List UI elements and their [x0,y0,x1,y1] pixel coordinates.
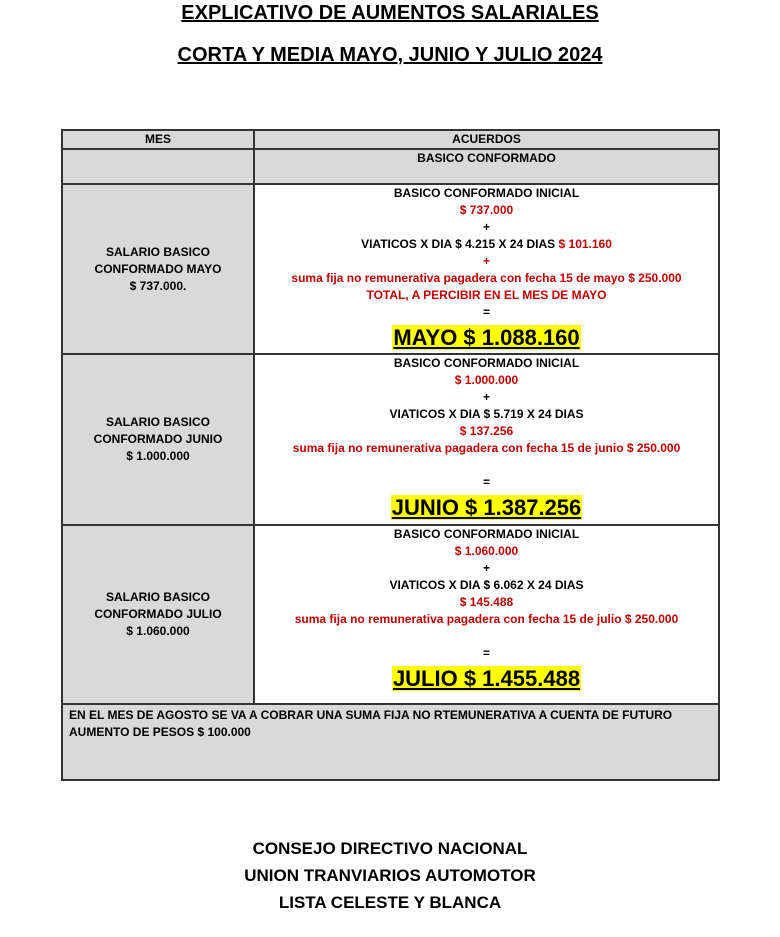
equals-sign: = [482,475,490,489]
mes-amount: $ 1.060.000 [126,624,190,638]
total-julio [255,664,718,694]
total-value: JUNIO $ 1.387.256 [391,495,582,520]
viaticos-line [255,236,718,253]
footer-note [62,704,719,780]
equals-sign: = [482,646,490,660]
header-acuerdos: ACUERDOS [254,130,719,149]
acuerdos-cell-julio [254,525,719,704]
mes-line: SALARIO BASICO [105,590,210,604]
suma-fija: suma fija no remunerativa pagadera con fecha 15 de junio $ 250.000 [292,441,681,455]
table-row [62,184,719,354]
mes-cell-junio [62,354,254,525]
signature-line: LISTA CELESTE Y BLANCA [278,893,502,912]
spacer [255,457,718,474]
signature-line: CONSEJO DIRECTIVO NACIONAL [252,839,528,858]
viaticos-label: VIATICOS X DIA $ 5.719 X 24 DIAS [389,407,584,421]
basico-label: BASICO CONFORMADO INICIAL [393,527,580,541]
suma-fija: suma fija no remunerativa pagadera con fecha 15 de julio $ 250.000 [294,612,679,626]
acuerdos-cell-junio [254,354,719,525]
total-mayo [255,323,718,353]
basico-value: $ 1.060.000 [454,544,519,558]
signature-line: UNION TRANVIARIOS AUTOMOTOR [244,866,536,885]
subheader-basico: BASICO CONFORMADO [254,149,719,184]
basico-label: BASICO CONFORMADO INICIAL [393,356,580,370]
basico-value: $ 1.000.000 [454,373,519,387]
mes-line: SALARIO BASICO [105,415,210,429]
plus-sign: + [482,220,490,234]
mes-amount: $ 737.000. [129,278,187,293]
viaticos-value: $ 101.160 [558,237,612,251]
suma-fija: suma fija no remunerativa pagadera con fecha 15 de mayo $ 250.000 [291,271,682,285]
total-label: TOTAL, A PERCIBIR EN EL MES DE MAYO [366,288,607,302]
footer-line: EN EL MES DE AGOSTO SE VA A COBRAR UNA SUMA FIJA NO RTEMUNERATIVA A CUENTA DE FUTURO [69,708,673,722]
acuerdos-cell-mayo [254,184,719,354]
signature-block [0,835,780,916]
equals-sign: = [482,305,490,319]
viaticos-label: VIATICOS X DIA $ 4.215 X 24 DIAS [361,237,556,251]
subheader-empty [62,149,254,184]
total-value: JULIO $ 1.455.488 [392,666,581,691]
mes-cell-julio [62,525,254,704]
mes-line: CONFORMADO JUNIO [93,432,223,446]
basico-label: BASICO CONFORMADO INICIAL [393,186,580,200]
total-junio [255,493,718,523]
basico-value: $ 737.000 [459,203,514,217]
mes-line: SALARIO BASICO [105,244,210,259]
plus-sign: + [482,254,490,268]
mes-line: CONFORMADO MAYO [94,261,222,276]
document-title: EXPLICATIVO DE AUMENTOS SALARIALES [181,2,599,24]
table-row [62,525,719,704]
viaticos-value: $ 145.488 [459,595,514,609]
mes-cell-mayo [62,184,254,354]
header-mes: MES [62,130,254,149]
mes-amount: $ 1.000.000 [126,449,190,463]
footer-line: AUMENTO DE PESOS $ 100.000 [69,725,251,739]
mes-line: CONFORMADO JULIO [94,607,222,621]
total-value: MAYO $ 1.088.160 [393,325,580,350]
spacer [255,628,718,645]
viaticos-label: VIATICOS X DIA $ 6.062 X 24 DIAS [389,578,584,592]
salary-table [61,129,720,781]
table-row [62,354,719,525]
viaticos-value: $ 137.256 [459,424,514,438]
plus-sign: + [482,390,490,404]
plus-sign: + [482,561,490,575]
document-subtitle: CORTA Y MEDIA MAYO, JUNIO Y JULIO 2024 [177,44,603,66]
